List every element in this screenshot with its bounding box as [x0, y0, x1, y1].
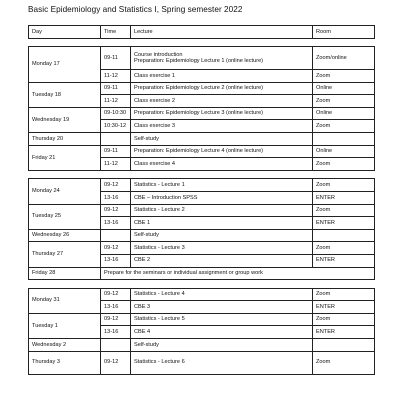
room-cell: [313, 338, 375, 351]
room-cell: Zoom: [313, 158, 375, 171]
lecture-cell: Statistics - Lecture 6: [131, 351, 313, 374]
lecture-cell: Class exercise 2: [131, 95, 313, 108]
room-cell: Zoom: [313, 351, 375, 374]
table-row: [29, 242, 375, 255]
day-cell: Wednesday 2: [29, 338, 101, 351]
time-cell: 13-16: [101, 326, 131, 339]
table-header-row: [29, 26, 375, 39]
time-cell: 09-12: [101, 204, 131, 217]
time-cell: 09-12: [101, 351, 131, 374]
lecture-cell: Class exercise 1: [131, 70, 313, 83]
room-cell: Zoom: [313, 313, 375, 326]
room-cell: ENTER: [313, 217, 375, 230]
table-row: [29, 204, 375, 217]
day-cell: Tuesday 25: [29, 204, 101, 229]
lecture-cell: Class exercise 4: [131, 158, 313, 171]
time-cell: 13-16: [101, 217, 131, 230]
time-cell: 13-16: [101, 191, 131, 204]
room-cell: Zoom/online: [313, 47, 375, 70]
table-row: [29, 47, 375, 70]
lecture-cell: Statistics - Lecture 4: [131, 288, 313, 301]
column-header-day: Day: [29, 26, 101, 39]
day-cell: Monday 24: [29, 179, 101, 204]
day-cell: Thursday 20: [29, 133, 101, 146]
lecture-cell: Self-study: [131, 338, 313, 351]
lecture-text: Preparation: Epidemiology Lecture 1 (online lecture): [134, 58, 264, 65]
table-row: [29, 107, 375, 120]
room-cell: Online: [313, 107, 375, 120]
room-cell: Zoom: [313, 95, 375, 108]
table-row: [29, 267, 375, 280]
day-cell: Friday 21: [29, 145, 101, 170]
time-cell: 10:30-12: [101, 120, 131, 133]
room-cell: ENTER: [313, 301, 375, 314]
lecture-cell: Preparation: Epidemiology Lecture 3 (online lecture): [131, 107, 313, 120]
time-cell: 09-12: [101, 242, 131, 255]
table-row: [29, 288, 375, 301]
schedule-table: [28, 25, 375, 375]
document-title: Basic Epidemiology and Statistics I, Spring semester 2022: [28, 5, 243, 14]
day-cell: Wednesday 26: [29, 229, 101, 242]
week-spacer: [29, 170, 375, 179]
time-cell: [101, 133, 131, 146]
table-row: [29, 313, 375, 326]
table-row: [29, 338, 375, 351]
column-header-time: Time: [101, 26, 131, 39]
lecture-cell: Self-study: [131, 133, 313, 146]
room-cell: ENTER: [313, 326, 375, 339]
lecture-cell: Prepare for the seminars or individual assignment or group work: [101, 267, 375, 280]
time-cell: 11-12: [101, 70, 131, 83]
table-row: [29, 82, 375, 95]
table-row: [29, 145, 375, 158]
day-cell: Tuesday 18: [29, 82, 101, 107]
time-cell: 11-12: [101, 158, 131, 171]
time-cell: [101, 338, 131, 351]
lecture-cell: Preparation: Epidemiology Lecture 4 (online lecture): [131, 145, 313, 158]
table-row: [29, 351, 375, 374]
lecture-cell: Statistics - Lecture 2: [131, 204, 313, 217]
room-cell: ENTER: [313, 191, 375, 204]
table-row: [29, 179, 375, 192]
day-cell: Friday 28: [29, 267, 101, 280]
lecture-cell: Self-study: [131, 229, 313, 242]
time-cell: 09-11: [101, 82, 131, 95]
time-cell: 09-11: [101, 145, 131, 158]
room-cell: [313, 133, 375, 146]
lecture-cell: [131, 47, 313, 70]
room-cell: ENTER: [313, 254, 375, 267]
time-cell: 09-12: [101, 313, 131, 326]
room-cell: Zoom: [313, 204, 375, 217]
room-cell: Zoom: [313, 179, 375, 192]
table-row: [29, 133, 375, 146]
room-cell: [313, 229, 375, 242]
lecture-cell: Statistics - Lecture 3: [131, 242, 313, 255]
week-spacer: [29, 280, 375, 289]
room-cell: Zoom: [313, 242, 375, 255]
lecture-text: Course introduction: [134, 51, 183, 58]
lecture-cell: CBE – Introduction SPSS: [131, 191, 313, 204]
time-cell: 11-12: [101, 95, 131, 108]
column-header-room: Room: [313, 26, 375, 39]
room-cell: Zoom: [313, 70, 375, 83]
day-cell: Monday 31: [29, 288, 101, 313]
week-spacer: [29, 38, 375, 47]
time-cell: 09-11: [101, 47, 131, 70]
day-cell: Wednesday 19: [29, 107, 101, 132]
room-cell: Zoom: [313, 120, 375, 133]
room-cell: Online: [313, 82, 375, 95]
day-cell: Tuesday 1: [29, 313, 101, 338]
column-header-lecture: Lecture: [131, 26, 313, 39]
room-cell: Zoom: [313, 288, 375, 301]
lecture-cell: CBE 3: [131, 301, 313, 314]
lecture-cell: Statistics - Lecture 5: [131, 313, 313, 326]
time-cell: 13-16: [101, 301, 131, 314]
time-cell: 09-10:30: [101, 107, 131, 120]
lecture-cell: CBE 1: [131, 217, 313, 230]
lecture-cell: CBE 2: [131, 254, 313, 267]
room-cell: Online: [313, 145, 375, 158]
time-cell: 13-16: [101, 254, 131, 267]
lecture-cell: Class exercise 3: [131, 120, 313, 133]
lecture-cell: CBE 4: [131, 326, 313, 339]
lecture-cell: Statistics - Lecture 1: [131, 179, 313, 192]
day-cell: Monday 17: [29, 47, 101, 83]
table-row: [29, 229, 375, 242]
lecture-cell: Preparation: Epidemiology Lecture 2 (online lecture): [131, 82, 313, 95]
day-cell: Thursday 27: [29, 242, 101, 267]
time-cell: [101, 229, 131, 242]
day-cell: Thursday 3: [29, 351, 101, 374]
time-cell: 09-12: [101, 179, 131, 192]
time-cell: 09-12: [101, 288, 131, 301]
